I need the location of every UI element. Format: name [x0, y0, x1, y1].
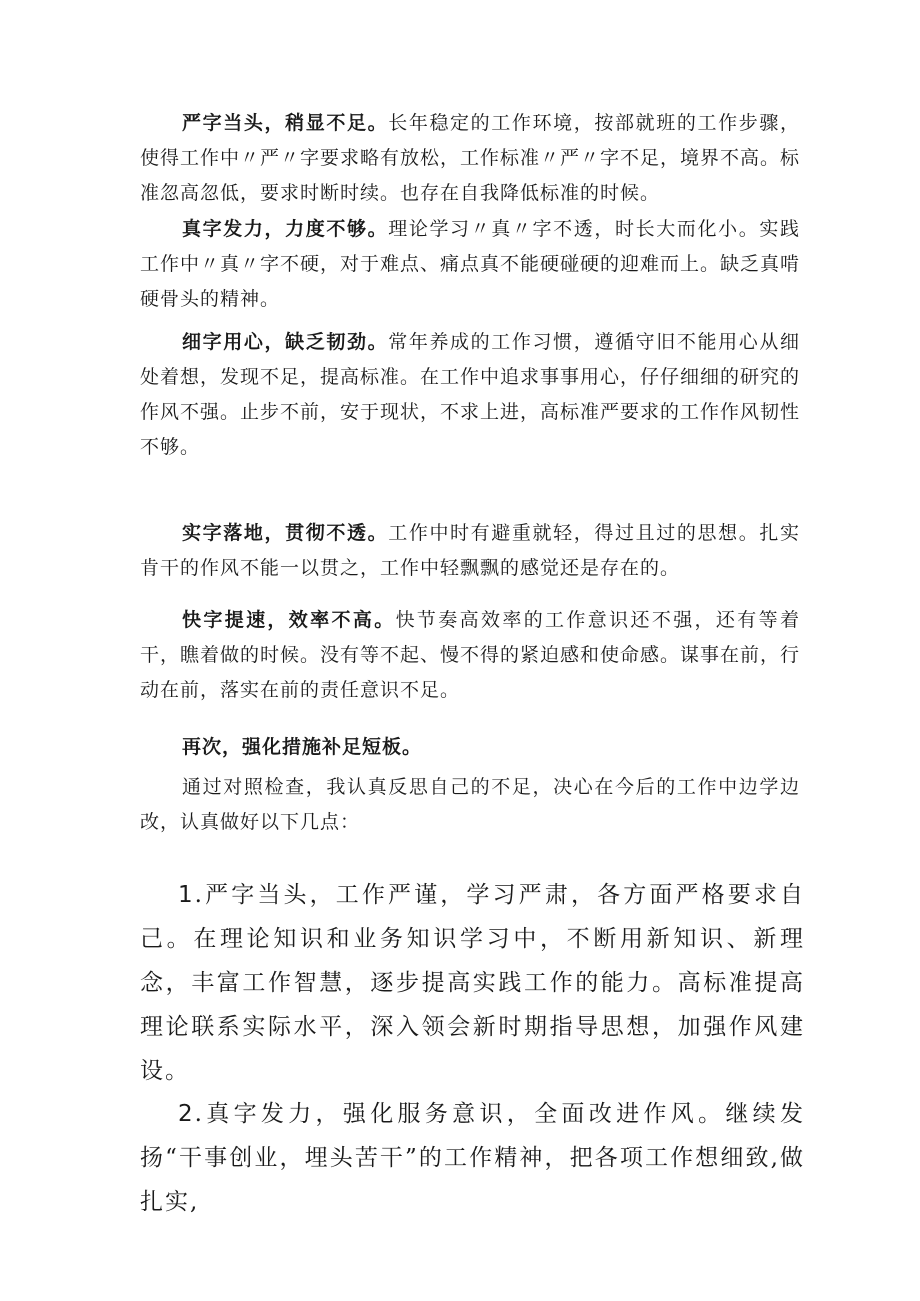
paragraph-true	[140, 212, 800, 317]
paragraph-strict	[140, 106, 800, 211]
measure-item-2	[140, 1092, 805, 1224]
paragraph-heading: 真字发力，力度不够。	[182, 218, 389, 240]
paragraph-body: 快节奏高效率的工作意识还不强，还有等着干，瞧着做的时候。没有等不起、慢不得的紧迫感和使命感。谋事在前，行动在前，落实在前的责任意识不足。	[140, 609, 801, 701]
section-heading	[140, 730, 800, 765]
paragraph-heading: 严字当头，稍显不足。	[182, 112, 389, 134]
measure-item-1	[140, 873, 805, 1093]
paragraph-fast	[140, 603, 800, 708]
measure-number: 2	[178, 1101, 195, 1127]
paragraph-detail	[140, 325, 800, 465]
paragraph-solid	[140, 516, 800, 586]
measure-number: 1	[178, 882, 195, 908]
paragraph-body: 理论学习〃真〃字不透，时长大而化小。实践工作中〃真〃字不硬，对于难点、痛点真不能硬碰硬的迎难而上。缺乏真啃硬骨头的精神。	[140, 218, 801, 310]
measure-text: .严字当头，工作严谨，学习严肃，各方面严格要求自己。在理论知识和业务知识学习中，不断用新知识、新理念，丰富工作智慧，逐步提高实践工作的能力。高标准提高理论联系实际水平，深入领会新时期指导思想，加强作风建设。	[140, 882, 805, 1084]
paragraph-body: 工作中时有避重就轻，得过且过的思想。扎实肯干的作风不能一以贯之，工作中轻飘飘的感觉还是存在的。	[140, 522, 800, 579]
paragraph-heading: 细字用心，缺乏韧劲。	[182, 331, 389, 353]
paragraph-body: 长年稳定的工作环境，按部就班的工作步骤，使得工作中〃严〃字要求略有放松，工作标准〃严〃字不足，境界不高。标准忽高忽低，要求时断时续。也存在自我降低标准的时候。	[140, 112, 801, 204]
paragraph-heading: 再次，强化措施补足短板。	[182, 736, 423, 758]
measure-text: .真字发力，强化服务意识，全面改进作风。继续发扬“干事创业，埋头苦干”的工作精神，把各项工作想细致,做扎实,	[140, 1101, 805, 1215]
paragraph-heading: 快字提速，效率不高。	[182, 609, 396, 631]
paragraph-body: 通过对照检查，我认真反思自己的不足，决心在今后的工作中边学边改，认真做好以下几点：	[140, 776, 800, 833]
paragraph-body: 常年养成的工作习惯，遵循守旧不能用心从细处着想，发现不足，提高标准。在工作中追求事事用心，仔仔细细的研究的作风不强。止步不前，安于现状，不求上进，高标准严要求的工作作风韧性不够。	[140, 331, 801, 458]
paragraph-heading: 实字落地，贯彻不透。	[182, 522, 389, 544]
paragraph-intro	[140, 770, 800, 840]
